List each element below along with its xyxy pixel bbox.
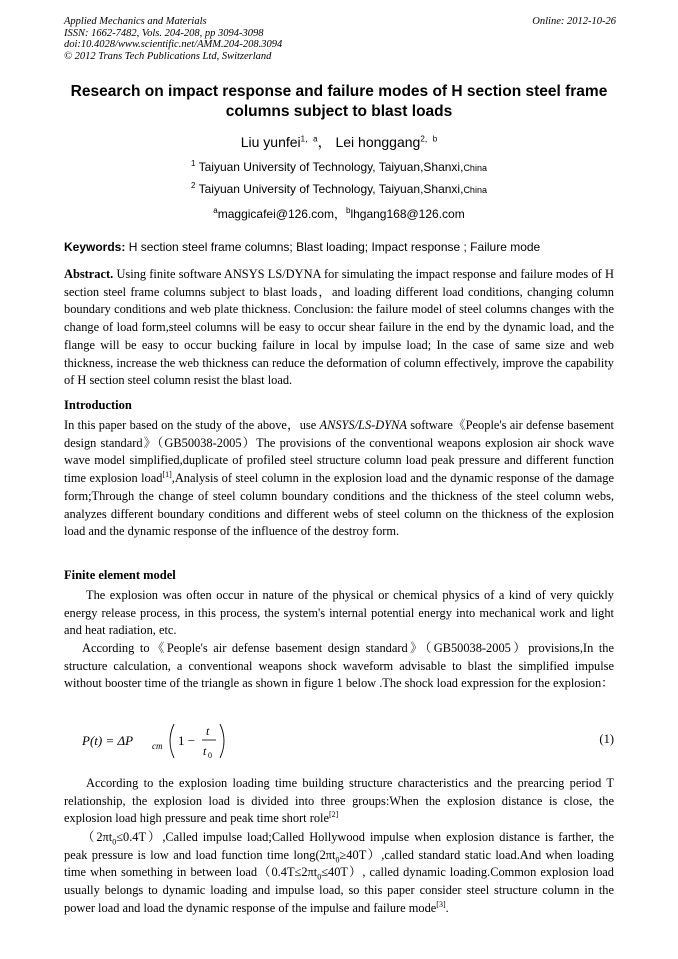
sub-0-b: 0 — [335, 855, 340, 865]
abstract — [64, 266, 614, 390]
affil-1-text: Taiyuan University of Technology, Taiyuan,Shanxi, — [198, 160, 464, 174]
eq-numerator: t — [206, 724, 210, 738]
journal-name: Applied Mechanics and Materials — [64, 16, 207, 27]
load-paragraph-1 — [64, 775, 614, 828]
affil-1-num: 1 — [191, 159, 196, 168]
intro-heading: Introduction — [64, 398, 132, 412]
email-2[interactable]: lhgang168@126.com — [350, 207, 465, 221]
issn-line: ISSN: 1662-7482, Vols. 204-208, pp 3094-3098 — [64, 27, 264, 39]
fem-paragraph-1: The explosion was often occur in nature of the physical or chemical physics of a kind of very quickly energy release process, in this process, the system's internal potential energy into mechanical work and light and heat radiation, etc. — [64, 588, 614, 638]
load-text-2d: ≤40T）, called dynamic loading.Common explosion load usually belongs to dynamic loading and impulse load, so this paper consider steel structure column in the power load and load the dynamic response of the impulse and failure mode — [64, 865, 614, 915]
equation-number: (1) — [599, 732, 614, 746]
author-line — [0, 132, 678, 152]
keywords-text: H section steel frame columns; Blast loading; Impact response ; Failure mode — [125, 240, 541, 254]
load-text-2a: （2πt — [82, 830, 113, 844]
intro-text-a: In this paper based on the study of the above，use — [64, 418, 320, 432]
intro-text-b: software《People's air defense basement design standard》（GB50038-2005）The provisions of the conventional weapons explosion air shock wave wave model simplified,duplicate of profiled steel structure column load peak pressure and different function time explosion load — [64, 418, 614, 486]
citation-1[interactable]: [1] — [162, 469, 172, 479]
title-line-2: columns subject to blast loads — [225, 103, 453, 120]
emails — [0, 205, 678, 222]
journal-header — [64, 16, 616, 62]
affiliation-2 — [0, 182, 678, 196]
intro-text-c: ,Analysis of steel column in the explosion load and the dynamic response of the damage form;Through the change of steel column boundary conditions and the thickness of the steel column webs, analyzes different boundary conditions and different webs of steel column on the thickness of the explosion load and the dynamic response of the influence of the destroy form. — [64, 471, 614, 539]
eq-one: 1 − — [178, 733, 196, 748]
fem-paragraph-2: According to《People's air defense basement design standard》（GB50038-2005）provisions,In the structure calculation, a conventional weapons shock waveform advisable to blast the simplified impulse without booster time of the triangle as shown in figure 1 below .The shock load expression for the explosion： — [64, 641, 614, 691]
eq-right-paren — [220, 724, 224, 758]
keywords — [64, 240, 624, 254]
keywords-label: Keywords: — [64, 240, 126, 254]
paper-title — [40, 82, 638, 122]
load-text-1: According to the explosion loading time building structure characteristics and the prearcing period T relationship, the explosion load is divided into three groups:When the explosion distance is close, the explosion load high pressure and peak time short role — [64, 776, 614, 826]
eq-sub: cm — [152, 741, 163, 751]
email-a-mark: a — [213, 206, 218, 215]
email-b-mark: b — [345, 206, 351, 215]
doi-line: doi:10.4028/www.scientific.net/AMM.204-208.3094 — [64, 39, 283, 50]
eq-left-paren — [170, 724, 174, 758]
abstract-text: Using finite software ANSYS LS/DYNA for simulating the impact response and failure modes of H section steel frame columns subject to blast loads，and loading different load conditions, changing column boundary conditions and web plate thickness. Conclusion: the failure model of steel columns changes with the change of load form,steel columns will be easy to occur shear failure in the end by the dynamic load, and the flange will be easy to occur bucking failure in local by impulse load; In the case of same size and web thickness, increase the web thickness can reduce the deformation of column effectively, improve the capability of H section steel column resist the blast load. — [64, 267, 614, 388]
load-text-2e: . — [445, 900, 449, 915]
equation-1 — [64, 720, 614, 764]
affil-2-num: 2 — [191, 181, 196, 190]
author-2-sup: 2，b — [420, 134, 438, 144]
author-sep: ， — [317, 134, 332, 150]
citation-3[interactable]: [3] — [436, 899, 446, 909]
abstract-label: Abstract. — [64, 267, 114, 281]
affil-1-country: China — [463, 163, 487, 173]
author-1: Liu yunfei — [240, 134, 301, 150]
sub-0-c: 0 — [317, 872, 322, 882]
eq-lhs: P(t) = ΔP — [82, 733, 134, 748]
email-1[interactable]: maggicafei@126.com， — [217, 207, 346, 221]
copyright-line: © 2012 Trans Tech Publications Ltd, Switzerland — [64, 50, 272, 62]
load-paragraph-2 — [64, 829, 614, 918]
fem-heading: Finite element model — [64, 568, 176, 582]
equation-graphic — [82, 720, 282, 764]
eq-denominator-sub: 0 — [208, 751, 212, 760]
affil-2-country: China — [463, 185, 487, 195]
affiliation-1 — [0, 160, 678, 174]
online-date: Online: 2012-10-26 — [532, 16, 616, 27]
title-line-1: Research on impact response and failure modes of H section steel frame — [70, 83, 608, 100]
affil-2-text: Taiyuan University of Technology, Taiyuan,Shanxi, — [198, 182, 464, 196]
load-text-2b: ≤0.4T）,Called impulse load;Called Hollywood impulse when explosion distance is farther, the peak pressure is low and load function time long(2πt — [64, 830, 614, 862]
load-text-2c: ≥40T）,called standard static load.And when loading time when something in between load（0.4T≤2πt — [64, 847, 614, 880]
software-name: ANSYS/LS-DYNA — [319, 418, 407, 432]
citation-2[interactable]: [2] — [328, 810, 339, 820]
eq-denominator: t — [203, 744, 207, 758]
author-2: Lei honggang — [335, 134, 421, 150]
intro-paragraph — [64, 417, 614, 541]
sub-0-a: 0 — [112, 837, 117, 847]
author-1-sup: 1，a — [300, 134, 318, 144]
